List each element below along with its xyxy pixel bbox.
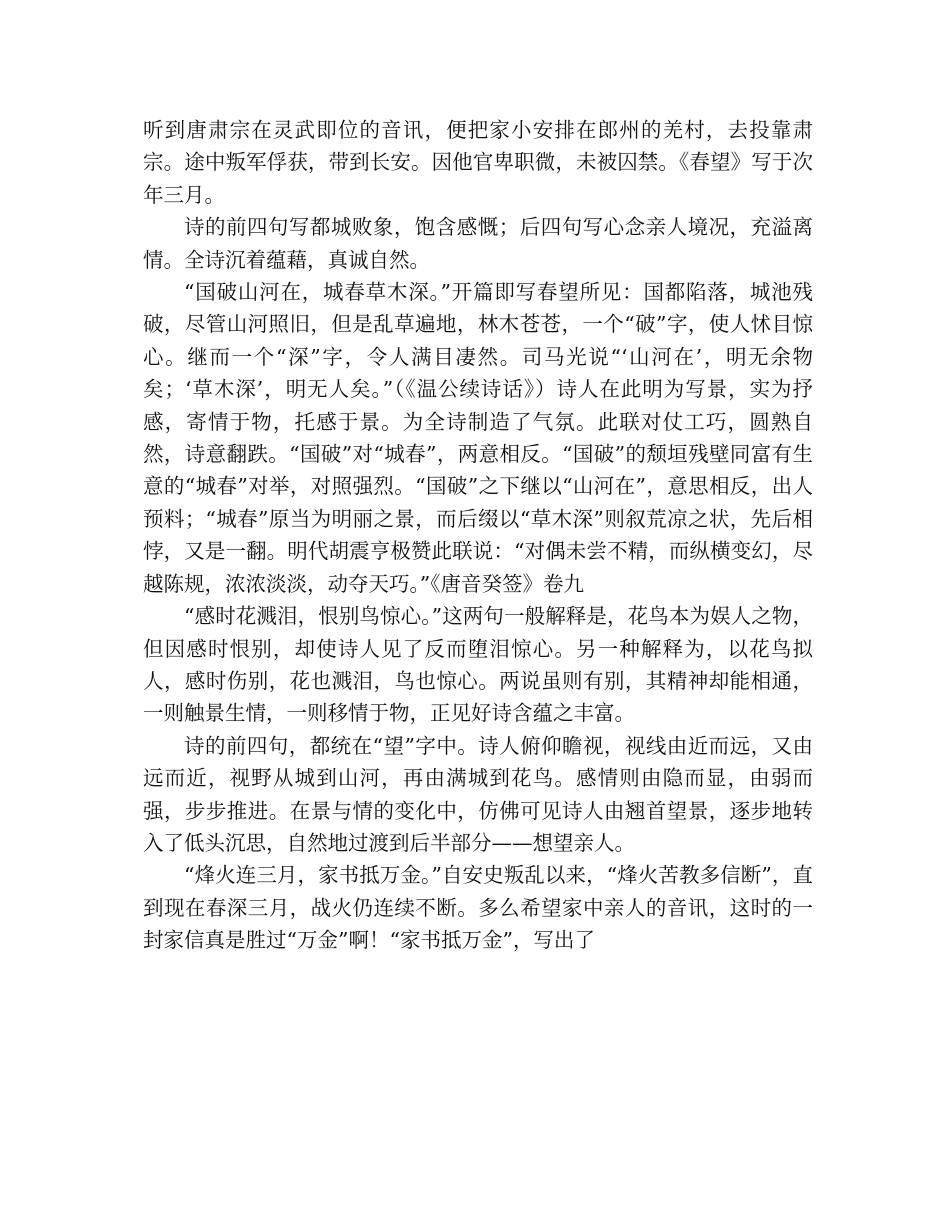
paragraph: “烽火连三月，家书抵万金。”自安史叛乱以来，“烽火苦教多信断”，直到现在春深三月，战火仍连续不断。多么希望家中亲人的音讯，这时的一封家信真是胜过“万金”啊！“家书抵万金”，写出了 (143, 863, 813, 953)
paragraph: “感时花溅泪，恨别鸟惊心。”这两句一般解释是，花鸟本为娱人之物，但因感时恨别，却使诗人见了反而堕泪惊心。另一种解释为，以花鸟拟人，感时伤别，花也溅泪，鸟也惊心。两说虽则有别，其精神却能相通，一则触景生情，一则移情于物，正见好诗含蕴之丰富。 (143, 604, 813, 726)
article-body (143, 114, 813, 957)
paragraph-continuation: 听到唐肃宗在灵武即位的音讯，便把家小安排在郎州的羌村，去投靠肃宗。途中叛军俘获，带到长安。因他官卑职微，未被囚禁。《春望》写于次年三月。 (143, 118, 813, 207)
paragraph: 诗的前四句，都统在“望”字中。诗人俯仰瞻视，视线由近而远，又由远而近，视野从城到山河，再由满城到花鸟。感情则由隐而显，由弱而强，步步推进。在景与情的变化中，仿佛可见诗人由翘首望景，逐步地转入了低头沉思，自然地过渡到后半部分——想望亲人。 (143, 733, 813, 855)
paragraph: “国破山河在，城春草木深。”开篇即写春望所见：国都陷落，城池残破，尽管山河照旧，但是乱草遍地，林木苍苍，一个“破”字，使人怵目惊心。继而一个“深”字，令人满目凄然。司马光说“‘山河在’，明无余物矣；‘草木深’，明无人矣。”（《温公续诗话》）诗人在此明为写景，实为抒感，寄情于物，托感于景。为全诗制造了气氛。此联对仗工巧，圆熟自然，诗意翻跌。“国破”对“城春”，两意相反。“国破”的颓垣残壁同富有生意的“城春”对举，对照强烈。“国破”之下继以“山河在”，意思相反，出人预料；“城春”原当为明丽之景，而后缀以“草木深”则叙荒凉之状，先后相悖，又是一翻。明代胡震亨极赞此联说：“对偶未尝不精，而纵横变幻，尽越陈规，浓浓淡淡，动夺天巧。”《唐音癸签》卷九 (143, 280, 813, 596)
paragraph: 诗的前四句写都城败象，饱含感慨；后四句写心念亲人境况，充溢离情。全诗沉着蕴藉，真诚自然。 (143, 215, 813, 272)
